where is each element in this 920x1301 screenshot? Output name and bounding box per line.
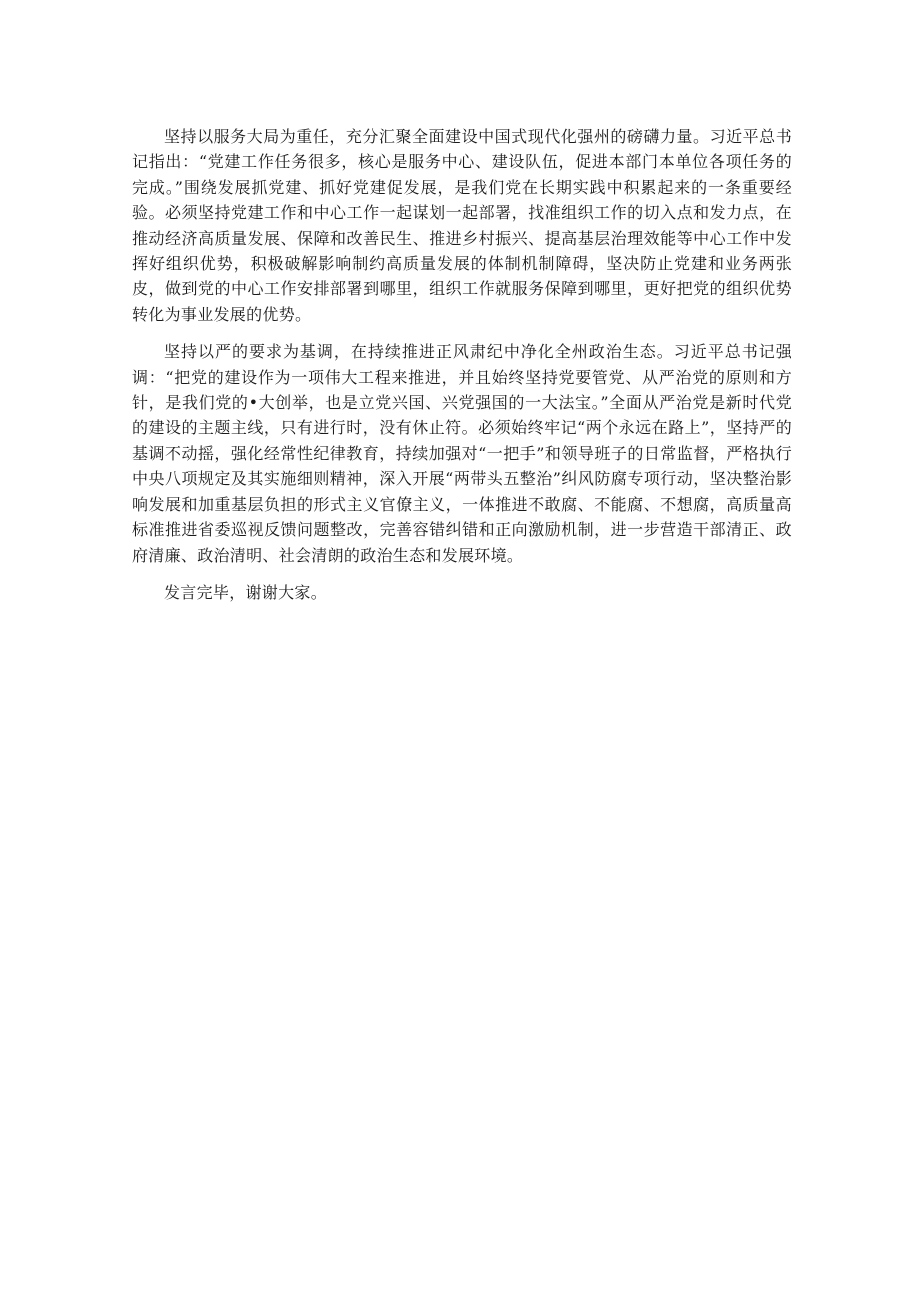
document-body — [132, 124, 792, 617]
paragraph-closing: 发言完毕，谢谢大家。 — [164, 582, 328, 602]
paragraph-strict-governance: 坚持以严的要求为基调，在持续推进正风肃纪中净化全州政治生态。习近平总书记强调：“把党的建设作为一项伟大工程来推进，并且始终坚持党要管党、从严治党的原则和方针，是我们党的•大创举，也是立党兴国、兴党强国的一大法宝。”全面从严治党是新时代党的建设的主题主线，只有进行时，没有休止符。必须始终牢记“两个永远在路上”，坚持严的基调不动摇，强化经常性纪律教育，持续加强对“一把手”和领导班子的日常监督，严格执行中央八项规定及其实施细则精神，深入开展“两带头五整治”纠风防腐专项行动，坚决整治影响发展和加重基层负担的形式主义官僚主义，一体推进不敢腐、不能腐、不想腐，高质量高标准推进省委巡视反馈问题整改，完善容错纠错和正向激励机制，进一步营造干部清正、政府清廉、政治清明、社会清朗的政治生态和发展环境。 — [132, 342, 792, 565]
paragraph-service-overall: 坚持以服务大局为重任，充分汇聚全面建设中国式现代化强州的磅礴力量。习近平总书记指出：“党建工作任务很多，核心是服务中心、建设队伍，促进本部门本单位各项任务的完成。”围绕发展抓党建、抓好党建促发展，是我们党在长期实践中积累起来的一条重要经验。必须坚持党建工作和中心工作一起谋划一起部署，找准组织工作的切入点和发力点，在推动经济高质量发展、保障和改善民生、推进乡村振兴、提高基层治理效能等中心工作中发挥好组织优势，积极破解影响制约高质量发展的体制机制障碍，坚决防止党建和业务两张皮，做到党的中心工作安排部署到哪里，组织工作就服务保障到哪里，更好把党的组织优势转化为事业发展的优势。 — [132, 127, 792, 324]
